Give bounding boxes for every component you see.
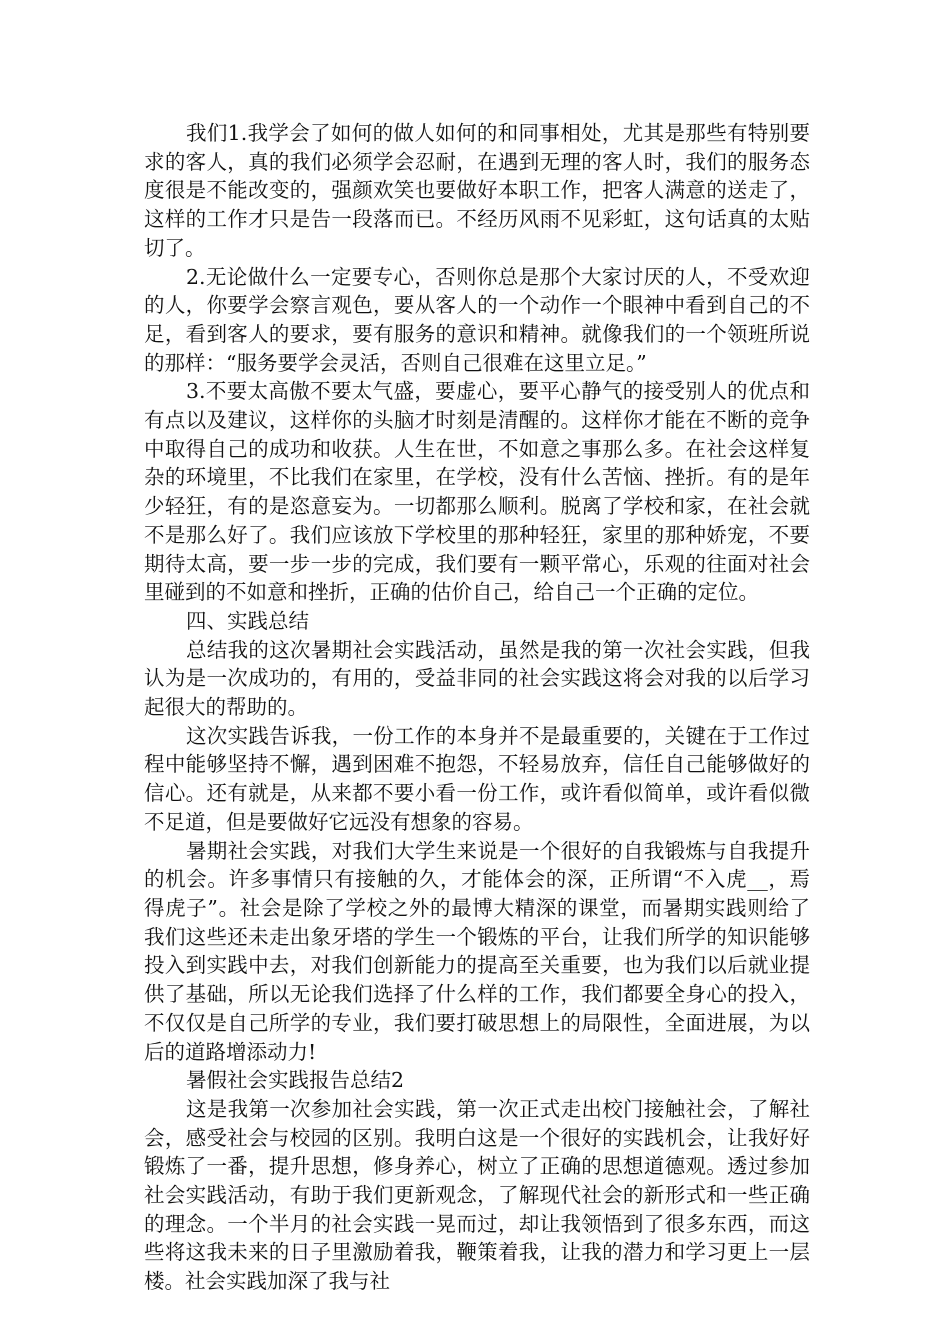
section-heading-report-2: 暑假社会实践报告总结2 [186, 1068, 405, 1093]
paragraph-5: 这次实践告诉我，一份工作的本身并不是最重要的，关键在于工作过程中能够坚持不懈，遇到困难不抱怨，不轻易放弃，信任自己能够做好的信心。还有就是，从来都不要小看一份工作，或许看似简单，或许看似微不足道，但是要做好它远没有想象的容易。 [144, 723, 810, 834]
paragraph-6: 暑期社会实践，对我们大学生来说是一个很好的自我锻炼与自我提升的机会。许多事情只有接触的久，才能体会的深，正所谓“不入虎__，焉得虎子”。社会是除了学校之外的最博大精深的课堂，而暑期实践则给了我们这些还未走出象牙塔的学生一个锻炼的平台，让我们所学的知识能够投入到实践中去，对我们创新能力的提高至关重要，也为我们以后就业提供了基础，所以无论我们选择了什么样的工作，我们都要全身心的投入，不仅仅是自己所学的专业，我们要打破思想上的局限性，全面进展，为以后的道路增添动力! [144, 838, 810, 1064]
paragraph-2: 2.无论做什么一定要专心，否则你总是那个大家讨厌的人，不受欢迎的人，你要学会察言观色，要从客人的一个动作一个眼神中看到自己的不足，看到客人的要求，要有服务的意识和精神。就像我们的一个领班所说的那样：“服务要学会灵活，否则自己很难在这里立足。” [144, 264, 810, 375]
paragraph-1: 我们1.我学会了如何的做人如何的和同事相处，尤其是那些有特别要求的客人，真的我们必须学会忍耐，在遇到无理的客人时，我们的服务态度很是不能改变的，强颜欢笑也要做好本职工作，把客人满意的送走了，这样的工作才只是告一段落而已。不经历风雨不见彩虹，这句话真的太贴切了。 [144, 121, 810, 260]
paragraph-4: 总结我的这次暑期社会实践活动，虽然是我的第一次社会实践，但我认为是一次成功的，有用的，受益非同的社会实践这将会对我的以后学习起很大的帮助的。 [144, 637, 810, 720]
document-body [144, 119, 810, 1296]
paragraph-3: 3.不要太高傲不要太气盛，要虚心，要平心静气的接受别人的优点和有点以及建议，这样你的头脑才时刻是清醒的。这样你才能在不断的竞争中取得自己的成功和收获。人生在世，不如意之事那么多。在社会这样复杂的环境里，不比我们在家里，在学校，没有什么苦恼、挫折。有的是年少轻狂，有的是恣意妄为。一切都那么顺利。脱离了学校和家，在社会就不是那么好了。我们应该放下学校里的那种轻狂，家里的那种娇宠，不要期待太高，要一步一步的完成，我们要有一颗平常心，乐观的往面对社会里碰到的不如意和挫折，正确的估价自己，给自己一个正确的定位。 [144, 379, 810, 605]
section-heading-summary: 四、实践总结 [186, 608, 309, 633]
paragraph-7: 这是我第一次参加社会实践，第一次正式走出校门接触社会，了解社会，感受社会与校园的区别。我明白这是一个很好的实践机会，让我好好锻炼了一番，提升思想，修身养心，树立了正确的思想道德观。透过参加社会实践活动，有助于我们更新观念，了解现代社会的新形式和一些正确的理念。一个半月的社会实践一晃而过，却让我领悟到了很多东西，而这些将这我未来的日子里激励着我，鞭策着我，让我的潜力和学习更上一层楼。社会实践加深了我与社 [144, 1096, 810, 1294]
